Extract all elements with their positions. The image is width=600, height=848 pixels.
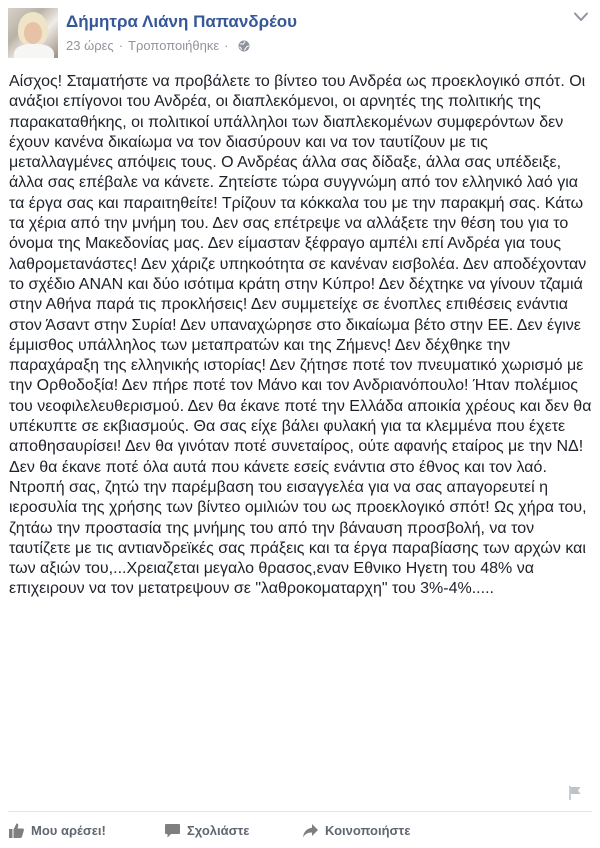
share-arrow-icon: [302, 822, 319, 839]
flag-icon[interactable]: [568, 785, 582, 801]
post-header: [0, 0, 600, 64]
share-button[interactable]: [302, 822, 410, 839]
chevron-down-icon[interactable]: [574, 12, 588, 22]
comment-label: Σχολιάστε: [187, 823, 250, 838]
meta-separator: ·: [118, 38, 124, 53]
post-meta: [66, 38, 250, 53]
edited-label[interactable]: Τροποποιήθηκε: [128, 38, 220, 53]
avatar-face: [24, 22, 42, 44]
author-name[interactable]: Δήμητρα Λιάνη Παπανδρέου: [66, 12, 298, 31]
meta-separator-2: ·: [224, 38, 229, 53]
post-time[interactable]: 23 ώρες: [66, 38, 114, 53]
share-label: Κοινοποιήστε: [325, 823, 411, 838]
post-text: Αίσχος! Σταματήστε να προβάλετε το βίντεο του Ανδρέα ως προεκλογικό σπότ. Οι ανάξιοι επίγονοι του Ανδρέα, οι διαπλεκόμενοι, οι αρνητές της πολιτικής της παρακαταθήκης, οι πολιτικοί υπάλληλοι των διαπλεκομένων συμφερόντων δεν έχουν κανένα δικαίωμα να τον διασύρουν και να τον ταυτίζουν με τις μεταλλαγμένες απόψεις τους. Ο Ανδρέας άλλα σας δίδαξε, άλλα σας υπέδειξε, άλλα σας επέβαλε να κάνετε. Ζητείστε τώρα συγγνώμη από τον ελληνικό λαό για τα έργα σας και παραιτηθείτε! Τρίζουν τα κόκκαλα του με την παρακμή σας. Κάτω τα χέρια από την μνήμη του. Δεν σας επέτρεψε να αλλάξετε την θέση του για το όνομα της Μακεδονίας μας. Δεν είμασταν ξέφραγο αμπέλι επί Ανδρέα για τους λαθρομετανάστες! Δεν χάριζε υπηκοότητα σε κανέναν εισβολέα. Δεν αποδέχονταν το σχέδιο ΑΝΑΝ και δύο ισότιμα κράτη στην Κύπρο! Δεν δέχτηκε να γίνουν τζαμιά στην Αθήνα παρά τις προκλήσεις! Δεν συμμετείχε σε ένοπλες επιθέσεις ενάντια στον Άσαντ στην Συρία! Δεν υπαναχώρησε στο δικαίωμα βέτο στην ΕΕ. Δεν έγινε έμμισθος υπάλληλος των μεταπρατών και της Ζήμενς! Δεν δέχθηκε την παραχάραξη της ελληνικής ιστορίας! Δεν ζήτησε ποτέ τον πνευματικό χωρισμό με την Ορθοδοξία! Δεν πήρε ποτέ τον Μάνο και τον Ανδριανόπουλο! Ήταν πολέμιος του νεοφιλελευθερισμού. Δεν θα έκανε ποτέ την Ελλάδα αποικία χρέους και δεν θα υπέκυπτε σε εκβιασμούς. Θα σας είχε βάλει φυλακή για τα κλεμμένα που έχετε αποθησαυρίσει! Δεν θα γινόταν ποτέ συνεταίρος, ούτε αφανής εταίρος με την ΝΔ! Δεν θα έκανε ποτέ όλα αυτά που κάνετε εσείς ενάντια στο έθνος και τον λαό. Ντροπή σας, ζητώ την παρέμβαση του εισαγγελέα για να σας απαγορευτεί η ιεροσυλία της χρήσης των βίντεο ομιλιών του ως προεκλογικό σπότ! Ως χήρα του, ζητάω την προστασία της μνήμης του από την βάναυση προσβολή, να τον ταυτίζετε με τις αντιανδρεϊκές σας πράξεις και τα έργα παραβίασης των αρχών και των αξιών του,...Χρειαζεται μεγαλο θρασος,εναν Εθνικο Ηγετη του 48% να επιχειρουν να τον μετατρεψουν σε "λαθροκοματαρχη" του 3%-4%.....: [9, 73, 592, 598]
like-label: Μου αρέσει!: [31, 823, 106, 838]
actions-divider: [8, 811, 592, 812]
avatar-body: [14, 44, 54, 58]
like-button[interactable]: [8, 822, 106, 839]
post-actions: [0, 818, 600, 846]
thumbs-up-icon: [8, 822, 25, 839]
speech-bubble-icon: [164, 822, 181, 839]
globe-icon[interactable]: [238, 40, 250, 52]
author-avatar[interactable]: [8, 8, 58, 58]
comment-button[interactable]: [164, 822, 249, 839]
